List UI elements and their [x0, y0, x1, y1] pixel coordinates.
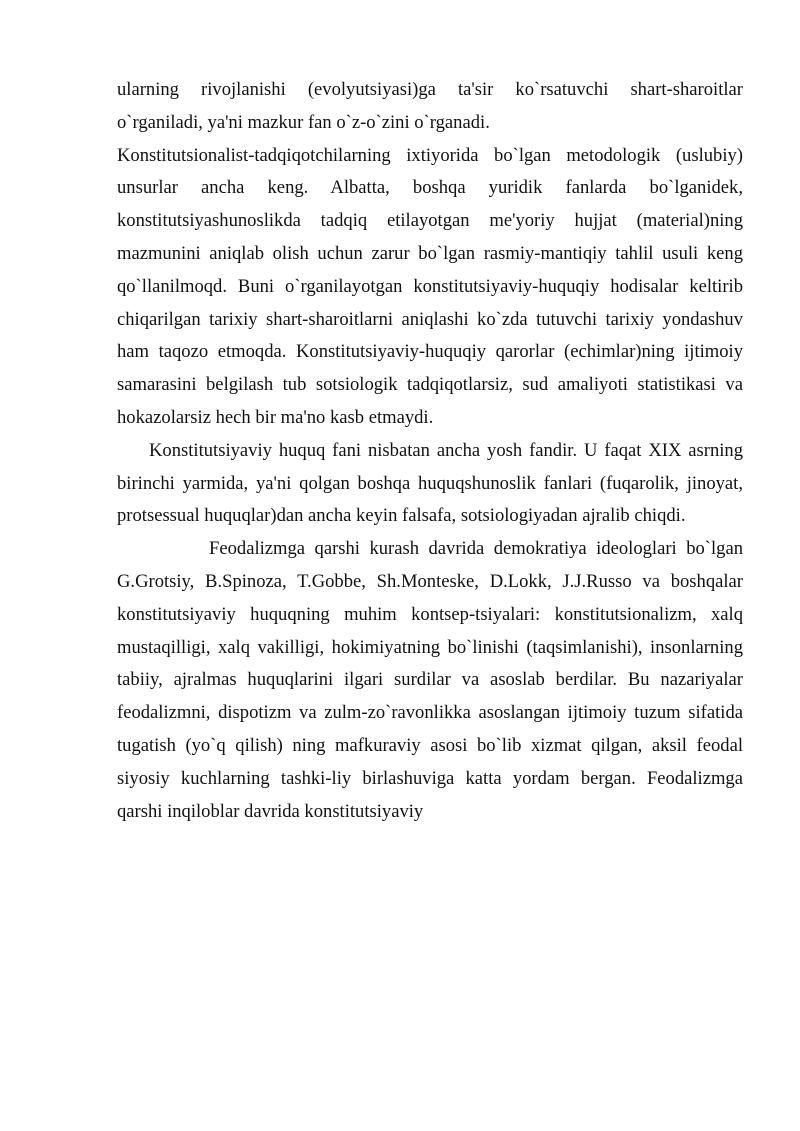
document-page	[117, 74, 743, 828]
paragraph-2: Konstitutsionalist-tadqiqotchilarning ixtiyorida bo`lgan metodologik (uslubiy) unsurlar ancha keng. Albatta, boshqa yuridik fanlarda bo`lganidek, konstitutsiyashunoslikda tadqiq etilayotgan me'yoriy hujjat (material)ning mazmunini aniqlab olish uchun zarur bo`lgan rasmiy-mantiqiy tahlil usuli keng qo`llanilmoqd. Buni o`rganilayotgan konstitutsiyaviy-huquqiy hodisalar keltirib chiqarilgan tarixiy shart-sharoitlarni aniqlashi ko`zda tutuvchi tarixiy yondashuv ham taqozo etmoqda. Konstitutsiyaviy-huquqiy qarorlar (echimlar)ning ijtimoiy samarasini belgilash tub sotsiologik tadqiqotlarsiz, sud amaliyoti statistikasi va hokazolarsiz hech bir ma'no kasb etmaydi.	[117, 144, 743, 428]
paragraph-1: ularning rivojlanishi (evolyutsiyasi)ga ta'sir ko`rsatuvchi shart-sharoitlar o`rganiladi, ya'ni mazkur fan o`z-o`zini o`rganadi.	[117, 79, 743, 133]
paragraph-4: Feodalizmga qarshi kurash davrida demokratiya ideologlari bo`lgan G.Grotsiy, B.Spinoza, T.Gobbe, Sh.Monteske, D.Lokk, J.J.Russo va boshqalar konstitutsiyaviy huquqning muhim kontsep-tsiyalari: konstitutsionalizm, xalq mustaqilligi, xalq vakilligi, hokimiyatning bo`linishi (taqsimlanishi), insonlarning tabiiy, ajralmas huquqlarini ilgari surdilar va asoslab berdilar. Bu nazariyalar feodalizmni, dispotizm va zulm-zo`ravonlikka asoslangan ijtimoiy tuzum sifatida tugatish (yo`q qilish) ning mafkuraviy asosi bo`lib xizmat qilgan, aksil feodal siyosiy kuchlarning tashki-liy birlashuviga katta yordam bergan. Feodalizmga qarshi inqiloblar davrida konstitutsiyaviy	[117, 538, 743, 822]
paragraph-3: Konstitutsiyaviy huquq fani nisbatan ancha yosh fandir. U faqat XIX asrning birinchi yarmida, ya'ni qolgan boshqa huquqshunoslik fanlari (fuqarolik, jinoyat, protsessual huquqlar)dan ancha keyin falsafa, sotsiologiyadan ajralib chiqdi.	[117, 439, 743, 527]
